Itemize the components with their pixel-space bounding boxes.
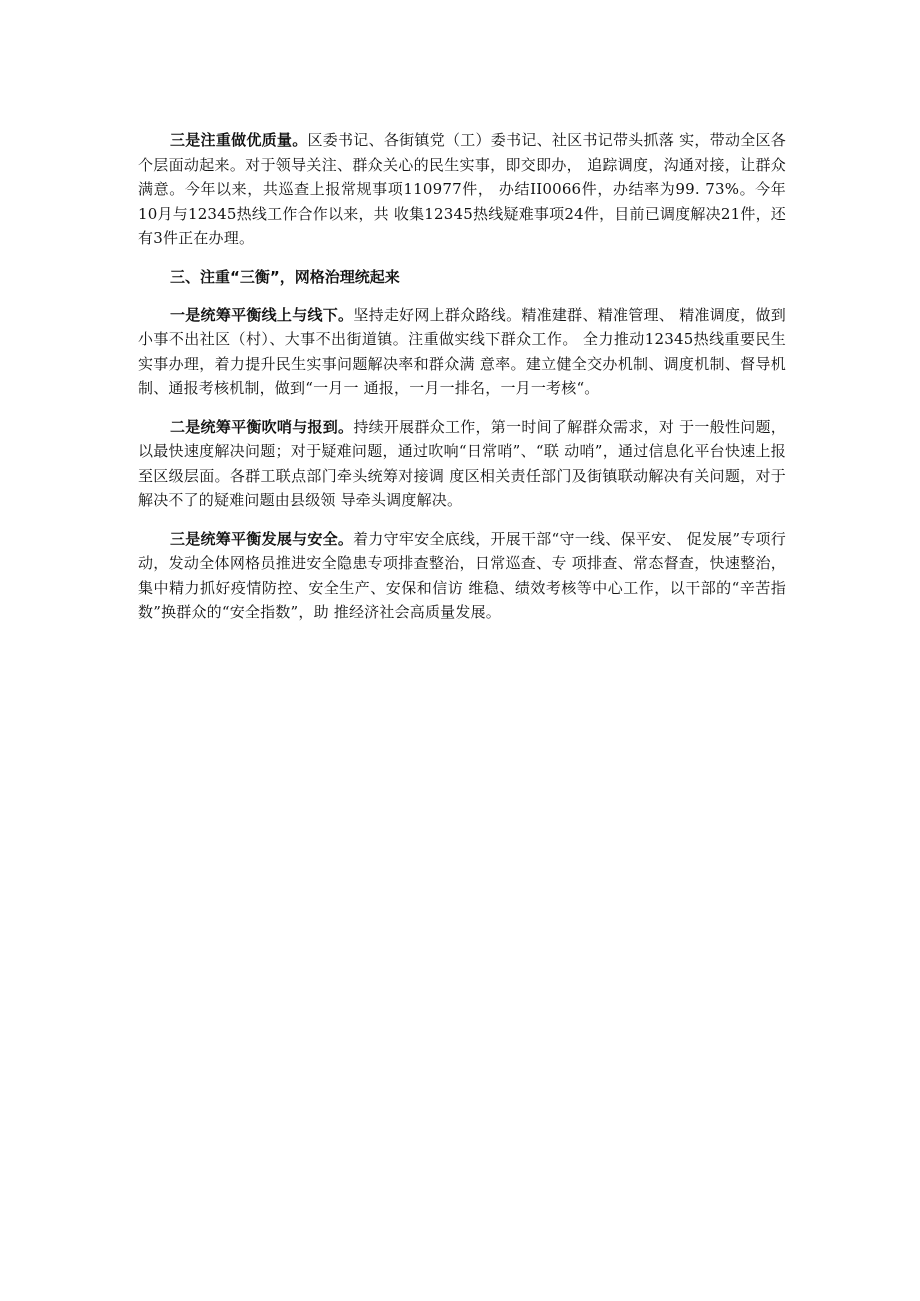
paragraph-body: 区委书记、各街镇党（工）委书记、社区书记带头抓落 实，带动全区各个层面动起来。对于领导关注、群众关心的民生实事，即交即办， 追踪调度，沟通对接，让群众满意。今年以来，共巡查上报常规事项110977件， 办结II0066件，办结率为99. 73%。今年10月与12345热线工作合作以来，共 收集12345热线疑难事项24件，目前已调度解决21件，还有3件正在办理。 xyxy=(138,131,786,247)
paragraph-body: 持续开展群众工作，第一时间了解群众需求，对 于一般性问题，以最快速度解决问题；对于疑难问题，通过吹响“日常哨”、“联 动哨”，通过信息化平台快速上报至区级层面。各群工联点部门牵头统筹对接调 度区相关责任部门及街镇联动解决有关问题，对于解决不了的疑难问题由县级领 导牵头调度解决。 xyxy=(138,417,786,509)
paragraph-quality xyxy=(138,128,786,251)
paragraph-body: 着力守牢安全底线，开展干部“守一线、保平安、 促发展”专项行动，发动全体网格员推进安全隐患专项排查整治，日常巡查、专 项排查、常态督查，快速整治，集中精力抓好疫情防控、安全生产、安保和信访 维稳、绩效考核等中心工作，以干部的“辛苦指数”换群众的“安全指数”，助 推经济社会高质量发展。 xyxy=(138,529,787,621)
paragraph-whistle-report xyxy=(138,415,786,513)
paragraph-online-offline xyxy=(138,303,786,401)
section-heading: 三、注重“三衡”，网格治理统起来 xyxy=(170,267,400,286)
paragraph-lead: 三是统筹平衡发展与安全。 xyxy=(170,529,354,548)
paragraph-body: 坚持走好网上群众路线。精准建群、精准管理、 精准调度，做到小事不出社区（村）、大事不出街道镇。注重做实线下群众工作。 全力推动12345热线重要民生实事办理，着力提升民生实事问题解决率和群众满 意率。建立健全交办机制、调度机制、督导机制、通报考核机制，做到“一月一 通报，一月一排名，一月一考核“。 xyxy=(138,305,786,397)
paragraph-lead: 三是注重做优质量。 xyxy=(170,131,308,149)
paragraph-lead: 二是统筹平衡吹哨与报到。 xyxy=(170,417,354,436)
paragraph-development-safety xyxy=(138,527,786,625)
document-page xyxy=(138,128,786,639)
paragraph-lead: 一是统筹平衡线上与线下。 xyxy=(170,305,354,324)
